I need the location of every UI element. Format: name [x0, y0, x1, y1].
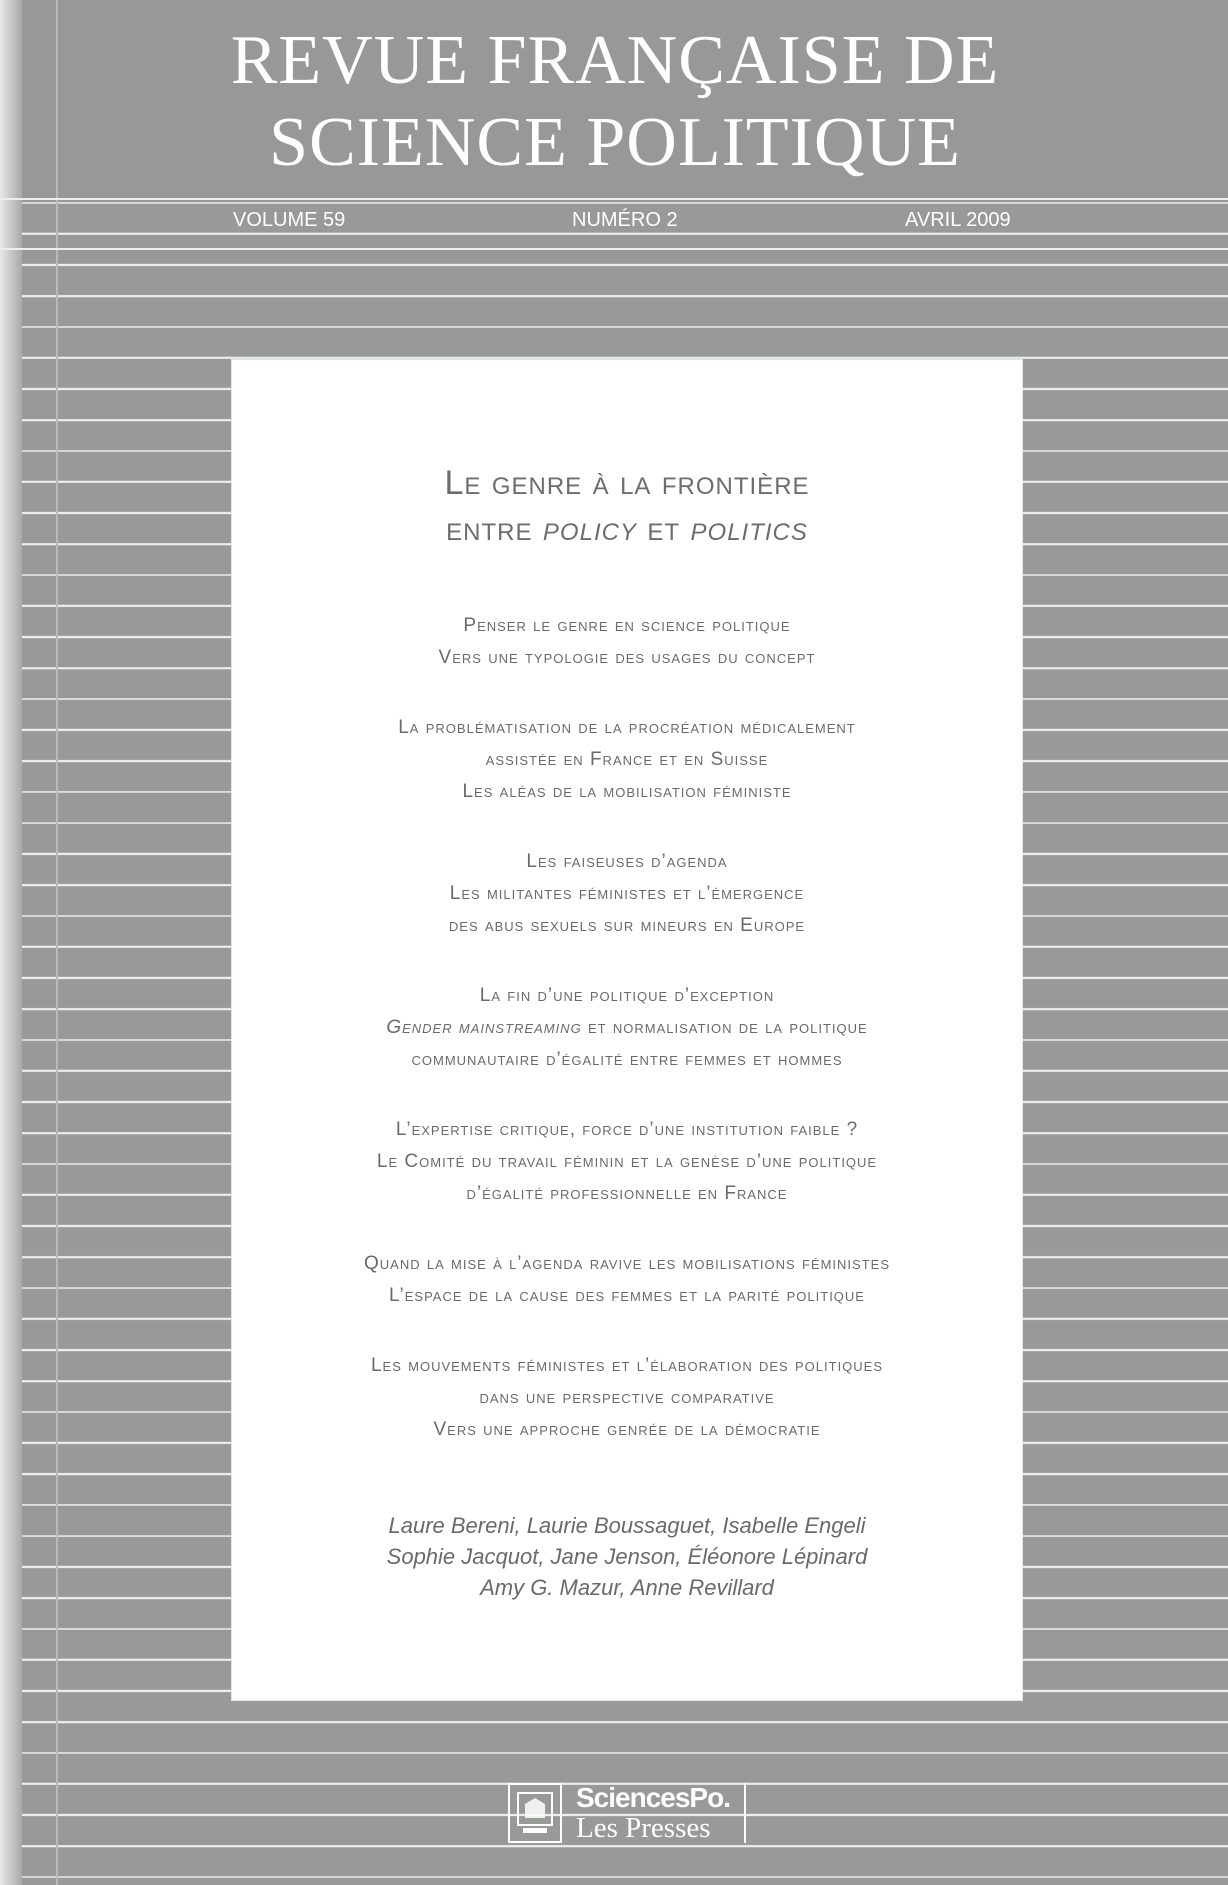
author-line: Amy G. Mazur, Anne Revillard	[480, 1575, 774, 1600]
article-line: Quand la mise à l’agenda ravive les mobilisations féministes	[363, 1253, 890, 1274]
theme-line-2	[232, 506, 1022, 552]
article-entry	[232, 610, 1022, 674]
article-line: La fin d’une politique d’exception	[479, 985, 775, 1006]
theme-line-1: Le genre à la frontière	[444, 464, 810, 502]
article-line: Les militantes féministes et l’émergence	[449, 883, 805, 904]
article-italic-term: Gender mainstreaming	[386, 1017, 588, 1038]
spine-edge	[0, 0, 22, 1885]
article-entry	[232, 1248, 1022, 1312]
article-line: dans une perspective comparative	[479, 1387, 775, 1408]
issue-rule-top	[0, 198, 1228, 200]
article-line: Vers une typologie des usages du concept	[438, 647, 816, 668]
article-entry	[232, 1114, 1022, 1210]
article-line: Les faiseuses d’agenda	[526, 851, 728, 872]
publisher-name	[576, 1783, 746, 1843]
publisher-line-1: SciencesPo.	[576, 1782, 730, 1813]
article-line: Les aléas de la mobilisation féministe	[462, 781, 792, 802]
article-line: Penser le genre en science politique	[463, 615, 791, 636]
article-line: communautaire d’égalité entre femmes et hommes	[411, 1049, 843, 1070]
author-list	[232, 1510, 1022, 1603]
article-line	[232, 1012, 1022, 1044]
article-line: Le Comité du travail féminin et la genèse d’une politique	[376, 1151, 878, 1172]
issue-info-row	[0, 209, 1228, 239]
journal-title	[150, 20, 1080, 184]
article-line: d’égalité professionnelle en France	[466, 1183, 788, 1204]
issue-theme	[232, 460, 1022, 552]
theme-middle: et	[636, 510, 691, 548]
number-label: NUMÉRO 2	[572, 209, 678, 231]
article-entry	[232, 846, 1022, 942]
contents-panel	[232, 360, 1022, 1700]
volume-label: VOLUME 59	[233, 209, 346, 231]
article-line: assistée en France et en Suisse	[485, 749, 769, 770]
date-label: AVRIL 2009	[905, 209, 1011, 231]
issue-rule-bottom	[0, 248, 1228, 250]
author-line: Laure Bereni, Laurie Boussaguet, Isabelle Engeli	[388, 1513, 866, 1538]
article-list	[232, 610, 1022, 1484]
article-line: Les mouvements féministes et l’élaboration des politiques	[370, 1355, 884, 1376]
university-seal-icon	[508, 1783, 562, 1843]
article-line: L’expertise critique, force d’une institution faible ?	[395, 1119, 859, 1140]
article-entry	[232, 980, 1022, 1076]
theme-politics: politics	[690, 510, 808, 548]
publisher-logo	[508, 1780, 746, 1846]
article-line: La problématisation de la procréation médicalement	[398, 717, 856, 738]
article-entry	[232, 1350, 1022, 1446]
article-line-rest: et normalisation de la politique	[587, 1017, 868, 1038]
journal-title-line-1: REVUE FRANÇAISE DE	[230, 22, 1000, 99]
spine-fold-line	[56, 0, 58, 1885]
article-line: L’espace de la cause des femmes et la parité politique	[389, 1285, 865, 1306]
journal-title-line-2: SCIENCE POLITIQUE	[269, 104, 961, 181]
article-line: des abus sexuels sur mineurs en Europe	[448, 915, 806, 936]
article-entry	[232, 712, 1022, 808]
publisher-line-2: Les Presses	[576, 1812, 711, 1844]
article-line: Vers une approche genrée de la démocratie	[433, 1419, 821, 1440]
author-line: Sophie Jacquot, Jane Jenson, Éléonore Lépinard	[386, 1544, 868, 1569]
theme-policy: policy	[542, 510, 637, 548]
theme-prefix: entre	[446, 510, 543, 548]
